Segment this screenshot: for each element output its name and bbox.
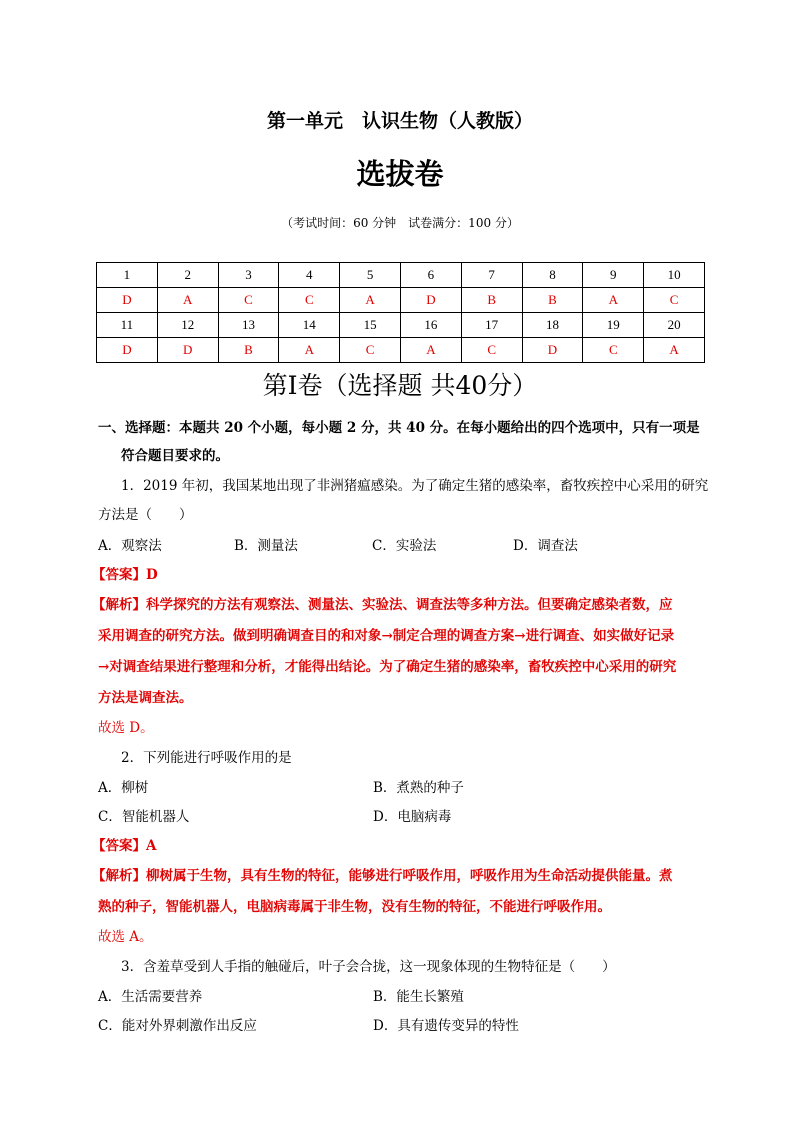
question-number: 15	[340, 313, 401, 338]
q1-analysis-line: 【解析】科学探究的方法有观察法、测量法、实验法、调查法等多种方法。但要确定感染者数，应	[92, 597, 673, 613]
question-number: 12	[157, 313, 218, 338]
answer-cell: A	[400, 338, 461, 363]
q2-conclusion: 故选 A。	[98, 929, 153, 945]
q2-analysis-line: 熟的种子，智能机器人，电脑病毒属于非生物，没有生物的特征，不能进行呼吸作用。	[98, 899, 611, 915]
question-number: 16	[400, 313, 461, 338]
question-number: 9	[583, 263, 644, 288]
answer-cell: B	[522, 288, 583, 313]
q2-analysis-line: 【解析】柳树属于生物，具有生物的特征，能够进行呼吸作用，呼吸作用为生命活动提供能量。煮	[92, 868, 673, 884]
q1-analysis-line: 方法是调查法。	[98, 690, 193, 706]
answer-cell: A	[644, 338, 705, 363]
instructions-line-2: 符合题目要求的。	[121, 448, 229, 464]
answer-cell: C	[279, 288, 340, 313]
answer-cell: D	[522, 338, 583, 363]
q3-option-c: C．能对外界刺激作出反应	[98, 1018, 257, 1034]
question-number: 18	[522, 313, 583, 338]
answer-cell: A	[157, 288, 218, 313]
answer-cell: D	[97, 338, 158, 363]
answer-cell: A	[279, 338, 340, 363]
q2-option-c: C．智能机器人	[98, 809, 190, 825]
answer-cell: C	[340, 338, 401, 363]
q1-analysis-line: →对调查结果进行整理和分析，才能得出结论。为了确定生猪的感染率，畜牧疾控中心采用的研究	[98, 659, 677, 675]
question-number: 14	[279, 313, 340, 338]
q1-analysis-line: 采用调查的研究方法。做到明确调查目的和对象→制定合理的调查方案→进行调查、如实做好记录	[98, 628, 675, 644]
question-number: 2	[157, 263, 218, 288]
table-row	[97, 288, 705, 313]
question-number: 3	[218, 263, 279, 288]
answer-cell: B	[218, 338, 279, 363]
q1-option-c: C．实验法	[372, 538, 437, 554]
question-number: 19	[583, 313, 644, 338]
answer-cell: C	[461, 338, 522, 363]
exam-info: （考试时间：60 分钟 试卷满分：100 分）	[281, 216, 519, 230]
q1-option-b: B．测量法	[234, 538, 298, 554]
answer-cell: C	[218, 288, 279, 313]
question-number: 5	[340, 263, 401, 288]
q3-stem: 3．含羞草受到人手指的触碰后，叶子会合拢，这一现象体现的生物特征是（ ）	[121, 959, 616, 975]
question-number: 17	[461, 313, 522, 338]
document-subtitle: 选拔卷	[356, 157, 444, 191]
q2-option-b: B．煮熟的种子	[373, 780, 464, 796]
q3-option-d: D．具有遗传变异的特性	[373, 1018, 519, 1034]
question-number: 8	[522, 263, 583, 288]
q2-option-d: D．电脑病毒	[373, 809, 452, 825]
q1-option-d: D．调查法	[513, 538, 578, 554]
answer-cell: C	[644, 288, 705, 313]
answer-cell: D	[400, 288, 461, 313]
question-number: 7	[461, 263, 522, 288]
q2-option-a: A．柳树	[98, 780, 149, 796]
question-number: 10	[644, 263, 705, 288]
answer-cell: C	[583, 338, 644, 363]
question-number: 13	[218, 313, 279, 338]
q1-conclusion: 故选 D。	[98, 720, 154, 736]
answer-cell: B	[461, 288, 522, 313]
q3-option-b: B．能生长繁殖	[373, 989, 464, 1005]
q2-stem: 2．下列能进行呼吸作用的是	[121, 750, 292, 766]
question-number: 20	[644, 313, 705, 338]
q1-stem-line-2: 方法是（ ）	[98, 507, 193, 523]
q1-option-a: A．观察法	[98, 538, 162, 554]
instructions-line-1: 一、选择题：本题共 20 个小题，每小题 2 分，共 40 分。在每小题给出的四个选项中，只有一项是	[98, 420, 700, 436]
q2-answer: 【答案】A	[92, 838, 157, 854]
question-number: 11	[97, 313, 158, 338]
q1-stem-line-1: 1．2019 年初，我国某地出现了非洲猪瘟感染。为了确定生猪的感染率，畜牧疾控中心采用的研究	[121, 478, 709, 494]
question-number: 6	[400, 263, 461, 288]
table-row	[97, 263, 705, 288]
answer-cell: A	[583, 288, 644, 313]
answer-cell: D	[97, 288, 158, 313]
document-title: 第一单元 认识生物（人教版）	[266, 110, 533, 132]
answer-cell: D	[157, 338, 218, 363]
question-number: 4	[279, 263, 340, 288]
table-row	[97, 313, 705, 338]
answer-table	[96, 262, 705, 363]
answer-cell: A	[340, 288, 401, 313]
q1-answer: 【答案】D	[92, 567, 158, 583]
table-row	[97, 338, 705, 363]
question-number: 1	[97, 263, 158, 288]
q3-option-a: A．生活需要营养	[98, 989, 203, 1005]
section-title: 第Ⅰ卷（选择题 共40分）	[262, 371, 538, 400]
